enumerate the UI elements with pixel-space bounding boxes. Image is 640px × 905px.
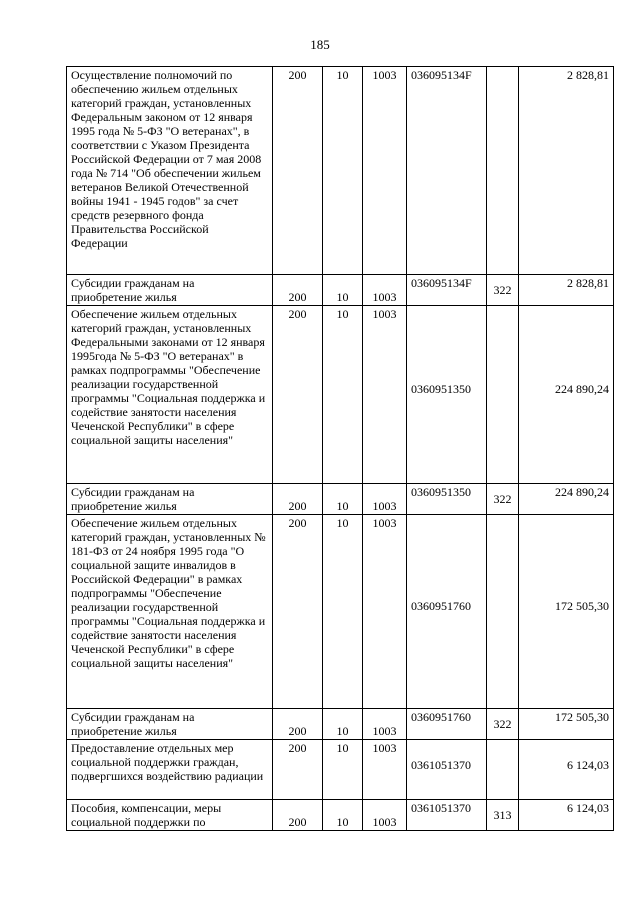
section-code: 10 <box>323 515 363 709</box>
amount: 224 890,24 <box>519 306 614 484</box>
table-row <box>67 515 614 709</box>
subsection-code: 1003 <box>363 275 407 306</box>
target-article-code: 0361051370 <box>407 740 487 800</box>
table-row <box>67 740 614 800</box>
amount: 6 124,03 <box>519 740 614 800</box>
amount: 2 828,81 <box>519 275 614 306</box>
target-article-code: 0360951350 <box>407 484 487 515</box>
grbs-code: 200 <box>273 484 323 515</box>
table-row <box>67 800 614 831</box>
expense-name: Субсидии гражданам на приобретение жилья <box>67 275 273 306</box>
subsection-code: 1003 <box>363 484 407 515</box>
expense-name: Обеспечение жильем отдельных категорий граждан, установленных Федеральными законами от 12 января 1995года № 5-ФЗ "О ветеранах" в рамках подпрограммы "Обеспечение реализации государственной программы "Социальная поддержка и содействие занятости населения Чеченской Республики" в сфере социальной защиты населения" <box>67 306 273 484</box>
section-code: 10 <box>323 800 363 831</box>
table-row <box>67 709 614 740</box>
grbs-code: 200 <box>273 515 323 709</box>
target-article-code: 0360951760 <box>407 709 487 740</box>
expense-name: Осуществление полномочий по обеспечению жильем отдельных категорий граждан, установленных Федеральным законом от 12 января 1995 года № 5-ФЗ "О ветеранах", в соответствии с Указом Президента Российской Федерации от 7 мая 2008 года № 714 "Об обеспечении жильем ветеранов Великой Отечественной войны 1941 - 1945 годов" за счет средств резервного фонда Правительства Российской Федерации <box>67 67 273 275</box>
section-code: 10 <box>323 275 363 306</box>
section-code: 10 <box>323 740 363 800</box>
table-row <box>67 67 614 275</box>
amount: 2 828,81 <box>519 67 614 275</box>
subsection-code: 1003 <box>363 709 407 740</box>
page-number: 185 <box>310 37 330 52</box>
target-article-code: 0361051370 <box>407 800 487 831</box>
grbs-code: 200 <box>273 306 323 484</box>
table-row <box>67 306 614 484</box>
amount: 224 890,24 <box>519 484 614 515</box>
expense-name: Субсидии гражданам на приобретение жилья <box>67 709 273 740</box>
section-code: 10 <box>323 67 363 275</box>
grbs-code: 200 <box>273 275 323 306</box>
expense-name: Субсидии гражданам на приобретение жилья <box>67 484 273 515</box>
subsection-code: 1003 <box>363 740 407 800</box>
target-article-code: 036095134F <box>407 67 487 275</box>
expense-name: Пособия, компенсации, меры социальной поддержки по <box>67 800 273 831</box>
table-row <box>67 275 614 306</box>
expense-type-code <box>487 67 519 275</box>
target-article-code: 0360951760 <box>407 515 487 709</box>
grbs-code: 200 <box>273 800 323 831</box>
target-article-code: 036095134F <box>407 275 487 306</box>
expense-type-code <box>487 740 519 800</box>
amount: 172 505,30 <box>519 709 614 740</box>
expense-type-code <box>487 306 519 484</box>
expense-type-code: 322 <box>487 275 519 306</box>
subsection-code: 1003 <box>363 67 407 275</box>
budget-table <box>66 66 614 831</box>
subsection-code: 1003 <box>363 515 407 709</box>
grbs-code: 200 <box>273 709 323 740</box>
expense-type-code: 322 <box>487 709 519 740</box>
section-code: 10 <box>323 484 363 515</box>
expense-type-code <box>487 515 519 709</box>
table-row <box>67 484 614 515</box>
grbs-code: 200 <box>273 740 323 800</box>
amount: 6 124,03 <box>519 800 614 831</box>
grbs-code: 200 <box>273 67 323 275</box>
section-code: 10 <box>323 306 363 484</box>
section-code: 10 <box>323 709 363 740</box>
expense-name: Предоставление отдельных мер социальной поддержки граждан, подвергшихся воздействию радиации <box>67 740 273 800</box>
subsection-code: 1003 <box>363 800 407 831</box>
target-article-code: 0360951350 <box>407 306 487 484</box>
expense-type-code: 313 <box>487 800 519 831</box>
amount: 172 505,30 <box>519 515 614 709</box>
expense-name: Обеспечение жильем отдельных категорий граждан, установленных № 181-ФЗ от 24 ноября 1995 года "О социальной защите инвалидов в Российской Федерации" в рамках подпрограммы "Обеспечение реализации государственной программы "Социальная поддержка и содействие занятости населения Чеченской Республики" в сфере социальной защиты населения" <box>67 515 273 709</box>
expense-type-code: 322 <box>487 484 519 515</box>
subsection-code: 1003 <box>363 306 407 484</box>
